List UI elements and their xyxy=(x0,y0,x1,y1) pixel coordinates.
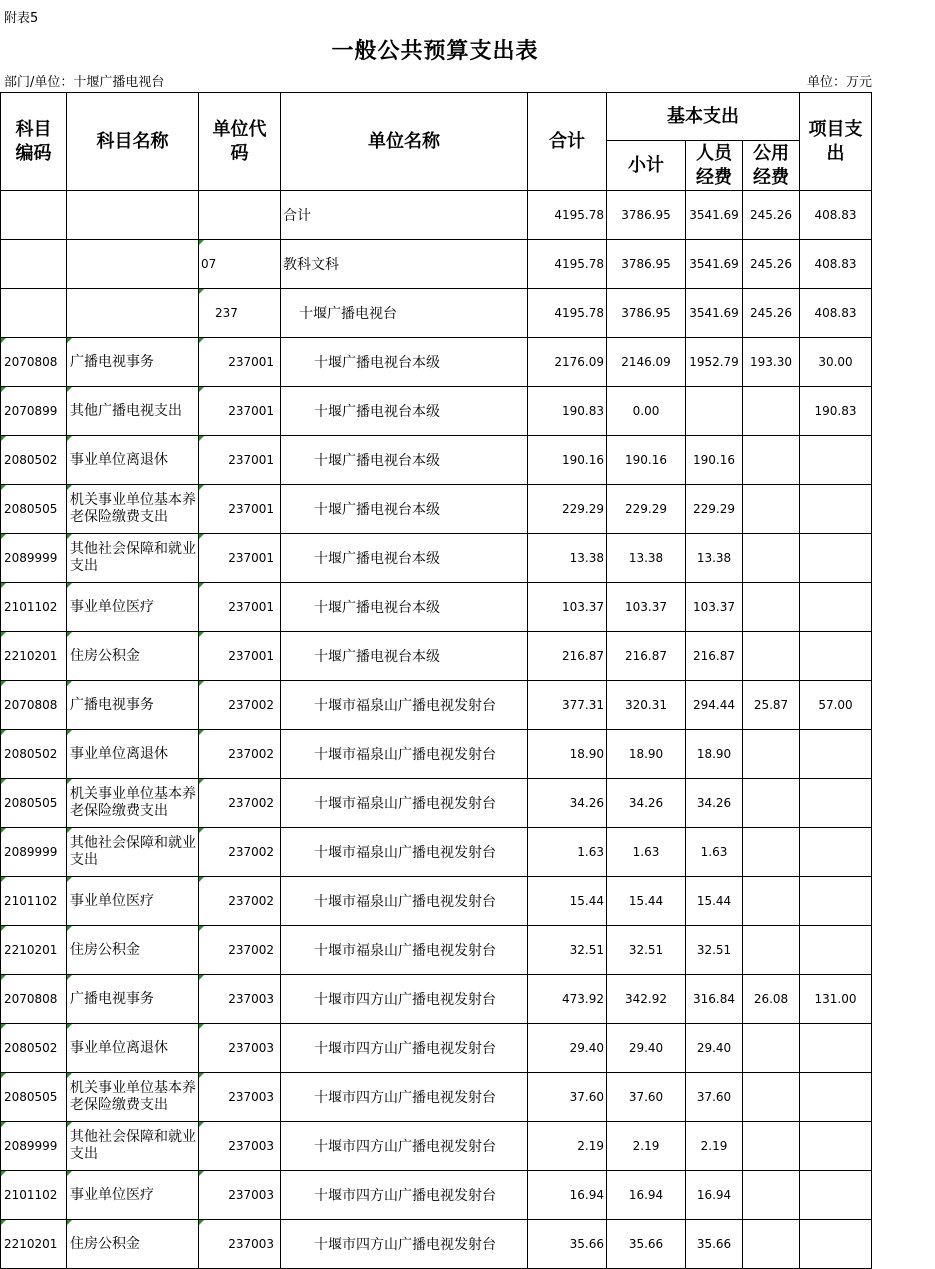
subject-name-cell: 事业单位离退休 xyxy=(67,730,199,779)
subject-code-cell: 2101102 xyxy=(1,877,67,926)
unit-code-cell: 237001 xyxy=(199,534,281,583)
personnel-cell: 35.66 xyxy=(686,1220,743,1269)
subject-name-cell: 其他社会保障和就业支出 xyxy=(67,828,199,877)
public-cell xyxy=(743,1024,800,1073)
total-cell: 473.92 xyxy=(528,975,607,1024)
personnel-cell: 29.40 xyxy=(686,1024,743,1073)
public-cell xyxy=(743,730,800,779)
header-subtotal: 小计 xyxy=(607,141,686,191)
unit-code-cell: 07 xyxy=(199,240,281,289)
subject-code-cell: 2070808 xyxy=(1,975,67,1024)
public-cell xyxy=(743,926,800,975)
unit-name-cell: 十堰市四方山广播电视发射台 xyxy=(281,1171,528,1220)
public-cell: 245.26 xyxy=(743,191,800,240)
unit-name-cell: 十堰广播电视台本级 xyxy=(281,436,528,485)
total-cell: 4195.78 xyxy=(528,240,607,289)
subtotal-cell: 2.19 xyxy=(607,1122,686,1171)
project-cell: 57.00 xyxy=(800,681,872,730)
unit-name-cell: 十堰市福泉山广播电视发射台 xyxy=(281,730,528,779)
personnel-cell: 13.38 xyxy=(686,534,743,583)
total-cell: 18.90 xyxy=(528,730,607,779)
unit-name-cell: 十堰市福泉山广播电视发射台 xyxy=(281,779,528,828)
personnel-cell: 294.44 xyxy=(686,681,743,730)
total-cell: 103.37 xyxy=(528,583,607,632)
total-cell: 377.31 xyxy=(528,681,607,730)
personnel-cell: 18.90 xyxy=(686,730,743,779)
total-cell: 29.40 xyxy=(528,1024,607,1073)
unit-code-cell: 237003 xyxy=(199,1220,281,1269)
public-cell xyxy=(743,1220,800,1269)
subject-code-cell: 2080505 xyxy=(1,779,67,828)
personnel-cell: 229.29 xyxy=(686,485,743,534)
subtotal-cell: 320.31 xyxy=(607,681,686,730)
personnel-cell xyxy=(686,387,743,436)
personnel-cell: 216.87 xyxy=(686,632,743,681)
public-cell xyxy=(743,779,800,828)
personnel-cell: 3541.69 xyxy=(686,191,743,240)
unit-code-cell: 237002 xyxy=(199,926,281,975)
unit-name-cell: 十堰市四方山广播电视发射台 xyxy=(281,1122,528,1171)
table-row xyxy=(1,779,872,828)
subject-name-cell: 机关事业单位基本养老保险缴费支出 xyxy=(67,485,199,534)
total-cell: 190.16 xyxy=(528,436,607,485)
subtotal-cell: 29.40 xyxy=(607,1024,686,1073)
subject-name-cell: 广播电视事务 xyxy=(67,975,199,1024)
unit-name-cell: 十堰广播电视台本级 xyxy=(281,632,528,681)
subtotal-cell: 3786.95 xyxy=(607,289,686,338)
unit-code-cell: 237002 xyxy=(199,828,281,877)
personnel-cell: 34.26 xyxy=(686,779,743,828)
subject-code-cell: 2089999 xyxy=(1,534,67,583)
public-cell xyxy=(743,1122,800,1171)
subject-name-cell: 其他社会保障和就业支出 xyxy=(67,534,199,583)
unit-label: 单位：万元 xyxy=(806,75,872,90)
personnel-cell: 1952.79 xyxy=(686,338,743,387)
table-row xyxy=(1,387,872,436)
table-row xyxy=(1,338,872,387)
unit-code-cell: 237001 xyxy=(199,436,281,485)
table-row xyxy=(1,1171,872,1220)
project-cell: 30.00 xyxy=(800,338,872,387)
unit-code-cell: 237002 xyxy=(199,877,281,926)
table-row xyxy=(1,191,872,240)
unit-name-cell: 十堰市四方山广播电视发射台 xyxy=(281,975,528,1024)
subtotal-cell: 35.66 xyxy=(607,1220,686,1269)
unit-code-cell xyxy=(199,191,281,240)
unit-code-cell: 237003 xyxy=(199,1024,281,1073)
public-cell xyxy=(743,877,800,926)
header-unit-name: 单位名称 xyxy=(281,93,528,191)
project-cell xyxy=(800,583,872,632)
department-label: 部门/单位：十堰广播电视台 xyxy=(4,75,165,90)
unit-code-cell: 237 xyxy=(199,289,281,338)
personnel-cell: 103.37 xyxy=(686,583,743,632)
unit-name-cell: 十堰市福泉山广播电视发射台 xyxy=(281,877,528,926)
subject-code-cell: 2101102 xyxy=(1,583,67,632)
table-row xyxy=(1,730,872,779)
unit-code-cell: 237002 xyxy=(199,730,281,779)
total-cell: 4195.78 xyxy=(528,191,607,240)
header-unit-code: 单位代码 xyxy=(199,93,281,191)
public-cell: 26.08 xyxy=(743,975,800,1024)
unit-name-cell: 十堰市福泉山广播电视发射台 xyxy=(281,681,528,730)
subject-name-cell: 事业单位离退休 xyxy=(67,1024,199,1073)
subject-code-cell: 2210201 xyxy=(1,1220,67,1269)
project-cell xyxy=(800,828,872,877)
public-cell xyxy=(743,387,800,436)
unit-name-cell: 十堰市四方山广播电视发射台 xyxy=(281,1073,528,1122)
project-cell xyxy=(800,1073,872,1122)
unit-code-cell: 237003 xyxy=(199,1122,281,1171)
header-personnel: 人员经费 xyxy=(686,141,743,191)
table-row xyxy=(1,1122,872,1171)
total-cell: 37.60 xyxy=(528,1073,607,1122)
project-cell: 408.83 xyxy=(800,289,872,338)
subject-code-cell: 2080502 xyxy=(1,730,67,779)
public-cell: 245.26 xyxy=(743,240,800,289)
subject-name-cell: 广播电视事务 xyxy=(67,338,199,387)
subject-code-cell: 2101102 xyxy=(1,1171,67,1220)
attachment-label: 附表5 xyxy=(4,11,39,26)
unit-name-cell: 十堰市福泉山广播电视发射台 xyxy=(281,926,528,975)
subject-code-cell: 2089999 xyxy=(1,828,67,877)
subject-name-cell: 住房公积金 xyxy=(67,926,199,975)
subject-code-cell: 2080502 xyxy=(1,1024,67,1073)
subject-code-cell: 2210201 xyxy=(1,926,67,975)
subtotal-cell: 0.00 xyxy=(607,387,686,436)
table-row xyxy=(1,1220,872,1269)
unit-code-cell: 237001 xyxy=(199,338,281,387)
subtotal-cell: 2146.09 xyxy=(607,338,686,387)
subject-code-cell: 2080502 xyxy=(1,436,67,485)
subtotal-cell: 342.92 xyxy=(607,975,686,1024)
subject-name-cell: 广播电视事务 xyxy=(67,681,199,730)
subject-name-cell: 事业单位医疗 xyxy=(67,583,199,632)
table-row xyxy=(1,583,872,632)
table-row xyxy=(1,877,872,926)
project-cell xyxy=(800,877,872,926)
public-cell xyxy=(743,534,800,583)
subtotal-cell: 32.51 xyxy=(607,926,686,975)
subtotal-cell: 16.94 xyxy=(607,1171,686,1220)
unit-code-cell: 237002 xyxy=(199,779,281,828)
unit-name-cell: 十堰广播电视台 xyxy=(281,289,528,338)
subject-code-cell xyxy=(1,240,67,289)
subject-name-cell xyxy=(67,191,199,240)
personnel-cell: 190.16 xyxy=(686,436,743,485)
header-project: 项目支出 xyxy=(800,93,872,191)
subject-name-cell: 住房公积金 xyxy=(67,632,199,681)
table-row xyxy=(1,240,872,289)
header-total: 合计 xyxy=(528,93,607,191)
public-cell: 245.26 xyxy=(743,289,800,338)
public-cell xyxy=(743,632,800,681)
project-cell xyxy=(800,1122,872,1171)
subject-name-cell: 事业单位离退休 xyxy=(67,436,199,485)
unit-code-cell: 237001 xyxy=(199,632,281,681)
subtotal-cell: 18.90 xyxy=(607,730,686,779)
public-cell xyxy=(743,828,800,877)
total-cell: 2176.09 xyxy=(528,338,607,387)
project-cell xyxy=(800,534,872,583)
subtotal-cell: 15.44 xyxy=(607,877,686,926)
project-cell xyxy=(800,1220,872,1269)
project-cell xyxy=(800,1171,872,1220)
subject-name-cell xyxy=(67,289,199,338)
unit-name-cell: 十堰广播电视台本级 xyxy=(281,387,528,436)
total-cell: 4195.78 xyxy=(528,289,607,338)
total-cell: 229.29 xyxy=(528,485,607,534)
unit-name-cell: 十堰市福泉山广播电视发射台 xyxy=(281,828,528,877)
project-cell: 408.83 xyxy=(800,191,872,240)
subtotal-cell: 190.16 xyxy=(607,436,686,485)
subtotal-cell: 216.87 xyxy=(607,632,686,681)
personnel-cell: 32.51 xyxy=(686,926,743,975)
unit-name-cell: 合计 xyxy=(281,191,528,240)
subject-code-cell: 2070808 xyxy=(1,338,67,387)
project-cell: 408.83 xyxy=(800,240,872,289)
public-cell: 193.30 xyxy=(743,338,800,387)
subject-name-cell xyxy=(67,240,199,289)
total-cell: 190.83 xyxy=(528,387,607,436)
header-basic: 基本支出 xyxy=(607,93,800,141)
total-cell: 2.19 xyxy=(528,1122,607,1171)
total-cell: 1.63 xyxy=(528,828,607,877)
subtotal-cell: 34.26 xyxy=(607,779,686,828)
table-row xyxy=(1,632,872,681)
subject-code-cell: 2080505 xyxy=(1,485,67,534)
table-row xyxy=(1,926,872,975)
public-cell: 25.87 xyxy=(743,681,800,730)
table-row xyxy=(1,1073,872,1122)
public-cell xyxy=(743,583,800,632)
subject-code-cell: 2210201 xyxy=(1,632,67,681)
table-row xyxy=(1,681,872,730)
unit-name-cell: 十堰广播电视台本级 xyxy=(281,583,528,632)
subtotal-cell: 3786.95 xyxy=(607,191,686,240)
subject-name-cell: 机关事业单位基本养老保险缴费支出 xyxy=(67,1073,199,1122)
total-cell: 15.44 xyxy=(528,877,607,926)
subject-code-cell: 2070899 xyxy=(1,387,67,436)
unit-name-cell: 十堰广播电视台本级 xyxy=(281,534,528,583)
total-cell: 13.38 xyxy=(528,534,607,583)
subject-code-cell: 2070808 xyxy=(1,681,67,730)
total-cell: 32.51 xyxy=(528,926,607,975)
subtotal-cell: 103.37 xyxy=(607,583,686,632)
personnel-cell: 3541.69 xyxy=(686,289,743,338)
table-row xyxy=(1,485,872,534)
unit-code-cell: 237003 xyxy=(199,1073,281,1122)
public-cell xyxy=(743,1073,800,1122)
subject-name-cell: 机关事业单位基本养老保险缴费支出 xyxy=(67,779,199,828)
table-body xyxy=(1,191,872,1269)
unit-code-cell: 237002 xyxy=(199,681,281,730)
subject-code-cell xyxy=(1,191,67,240)
personnel-cell: 1.63 xyxy=(686,828,743,877)
project-cell xyxy=(800,779,872,828)
table-row xyxy=(1,289,872,338)
unit-name-cell: 十堰市四方山广播电视发射台 xyxy=(281,1220,528,1269)
header-subject-name: 科目名称 xyxy=(67,93,199,191)
unit-code-cell: 237003 xyxy=(199,975,281,1024)
subject-name-cell: 其他社会保障和就业支出 xyxy=(67,1122,199,1171)
subject-name-cell: 事业单位医疗 xyxy=(67,1171,199,1220)
project-cell xyxy=(800,926,872,975)
unit-code-cell: 237001 xyxy=(199,387,281,436)
unit-code-cell: 237001 xyxy=(199,485,281,534)
total-cell: 16.94 xyxy=(528,1171,607,1220)
subtotal-cell: 13.38 xyxy=(607,534,686,583)
header-public: 公用经费 xyxy=(743,141,800,191)
project-cell xyxy=(800,436,872,485)
personnel-cell: 316.84 xyxy=(686,975,743,1024)
unit-name-cell: 十堰广播电视台本级 xyxy=(281,338,528,387)
project-cell: 131.00 xyxy=(800,975,872,1024)
subtotal-cell: 37.60 xyxy=(607,1073,686,1122)
subject-code-cell xyxy=(1,289,67,338)
unit-name-cell: 十堰市四方山广播电视发射台 xyxy=(281,1024,528,1073)
subject-name-cell: 事业单位医疗 xyxy=(67,877,199,926)
personnel-cell: 16.94 xyxy=(686,1171,743,1220)
unit-code-cell: 237003 xyxy=(199,1171,281,1220)
table-row xyxy=(1,436,872,485)
unit-name-cell: 十堰广播电视台本级 xyxy=(281,485,528,534)
unit-name-cell: 教科文科 xyxy=(281,240,528,289)
personnel-cell: 15.44 xyxy=(686,877,743,926)
personnel-cell: 3541.69 xyxy=(686,240,743,289)
table-row xyxy=(1,975,872,1024)
total-cell: 35.66 xyxy=(528,1220,607,1269)
subject-name-cell: 住房公积金 xyxy=(67,1220,199,1269)
subtotal-cell: 1.63 xyxy=(607,828,686,877)
page-title: 一般公共预算支出表 xyxy=(331,38,539,64)
table-row xyxy=(1,1024,872,1073)
personnel-cell: 2.19 xyxy=(686,1122,743,1171)
unit-code-cell: 237001 xyxy=(199,583,281,632)
subject-code-cell: 2080505 xyxy=(1,1073,67,1122)
subtotal-cell: 3786.95 xyxy=(607,240,686,289)
subtotal-cell: 229.29 xyxy=(607,485,686,534)
subject-code-cell: 2089999 xyxy=(1,1122,67,1171)
project-cell xyxy=(800,730,872,779)
header-subject-code: 科目编码 xyxy=(1,93,67,191)
project-cell: 190.83 xyxy=(800,387,872,436)
public-cell xyxy=(743,485,800,534)
subject-name-cell: 其他广播电视支出 xyxy=(67,387,199,436)
public-cell xyxy=(743,1171,800,1220)
total-cell: 34.26 xyxy=(528,779,607,828)
total-cell: 216.87 xyxy=(528,632,607,681)
project-cell xyxy=(800,1024,872,1073)
budget-table xyxy=(0,92,872,1269)
personnel-cell: 37.60 xyxy=(686,1073,743,1122)
public-cell xyxy=(743,436,800,485)
project-cell xyxy=(800,632,872,681)
project-cell xyxy=(800,485,872,534)
table-row xyxy=(1,828,872,877)
table-row xyxy=(1,534,872,583)
